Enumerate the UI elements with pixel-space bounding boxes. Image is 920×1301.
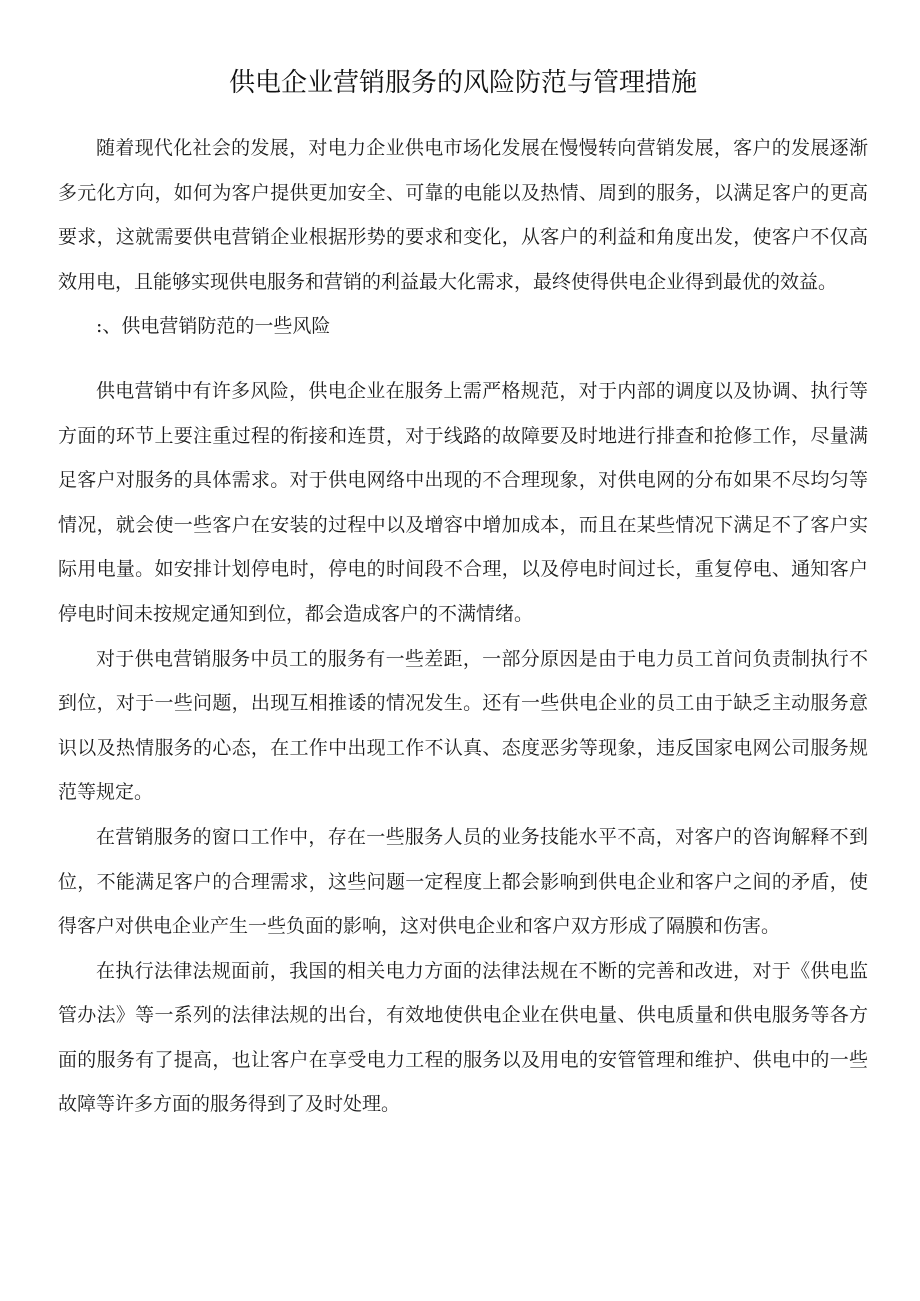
document-title: 供电企业营销服务的风险防范与管理措施 bbox=[228, 68, 697, 98]
intro-paragraph: 随着现代化社会的发展，对电力企业供电市场化发展在慢慢转向营销发展，客户的发展逐渐多元化方向，如何为客户提供更加安全、可靠的电能以及热情、周到的服务，以满足客户的更高要求，这就需要供电营销企业根据形势的要求和变化，从客户的利益和角度出发，使客户不仅高效用电，且能够实现供电服务和营销的利益最大化需求，最终使得供电企业得到最优的效益。 bbox=[58, 137, 868, 293]
document-body bbox=[58, 126, 868, 1127]
paragraph-service-window: 在营销服务的窗口工作中，存在一些服务人员的业务技能水平不高，对客户的咨询解释不到位，不能满足客户的合理需求，这些问题一定程度上都会影响到供电企业和客户之间的矛盾，使得客户对供电企业产生一些负面的影响，这对供电企业和客户双方形成了隔膜和伤害。 bbox=[58, 825, 868, 938]
paragraph-laws: 在执行法律法规面前，我国的相关电力方面的法律法规在不断的完善和改进，对于《供电监管办法》等一系列的法律法规的出台，有效地使供电企业在供电量、供电质量和供电服务等各方面的服务有了提高，也让客户在享受电力工程的服务以及用电的安管管理和维护、供电中的一些故障等许多方面的服务得到了及时处理。 bbox=[58, 959, 868, 1116]
paragraph-risks: 供电营销中有许多风险，供电企业在服务上需严格规范，对于内部的调度以及协调、执行等方面的环节上要注重过程的衔接和连贯，对于线路的故障要及时地进行排查和抢修工作，尽量满足客户对服务的具体需求。对于供电网络中出现的不合理现象，对供电网的分布如果不尽均匀等情况，就会使一些客户在安装的过程中以及增容中增加成本，而且在某些情况下满足不了客户实际用电量。如安排计划停电时，停电的时间段不合理，以及停电时间过长，重复停电、通知客户停电时间未按规定通知到位，都会造成客户的不满情绪。 bbox=[58, 379, 868, 625]
section-heading: :、供电营销防范的一些风险 bbox=[96, 315, 331, 338]
paragraph-staff: 对于供电营销服务中员工的服务有一些差距，一部分原因是由于电力员工首问负责制执行不到位，对于一些问题，出现互相推诿的情况发生。还有一些供电企业的员工由于缺乏主动服务意识以及热情服务的心态，在工作中出现工作不认真、态度恶劣等现象，违反国家电网公司服务规范等规定。 bbox=[58, 647, 868, 804]
